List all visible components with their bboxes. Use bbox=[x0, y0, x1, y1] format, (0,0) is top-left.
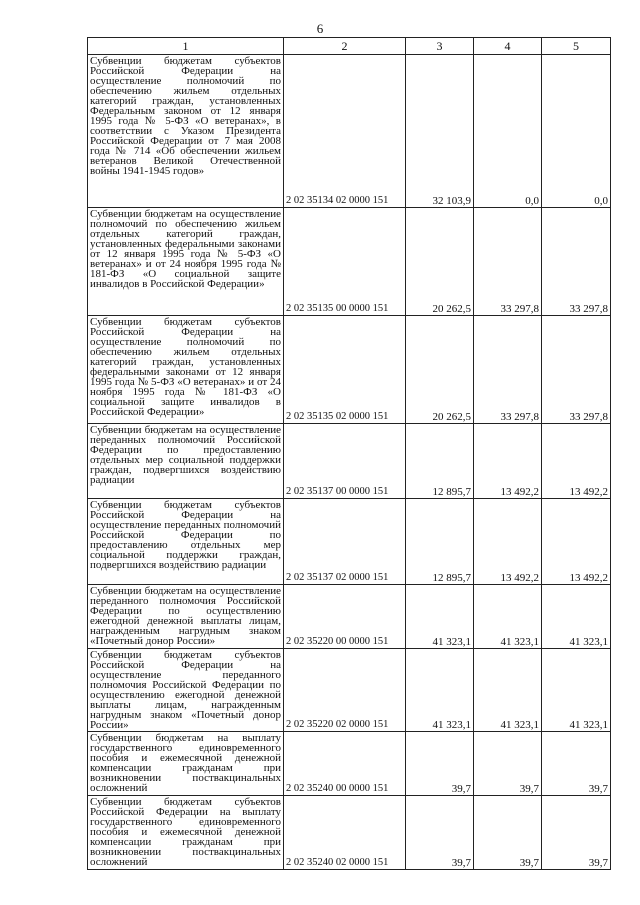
row-budget-code: 2 02 35240 00 0000 151 bbox=[284, 732, 406, 796]
table-row bbox=[88, 55, 611, 208]
row-description: Субвенции бюджетам субъектов Российской Федерации на осуществление полномочий по обеспечению жильем отдельных категорий граждан, установленных Федеральным законом от 12 января 1995 года № 5-ФЗ «О ветеранах», в соответствии с Указом Президента Российской Федерации от 7 мая 2008 года № 714 «Об обеспечении жильем ветеранов Великой Отечественной войны 1941-1945 годов» bbox=[88, 55, 284, 208]
table-row bbox=[88, 424, 611, 499]
table-row bbox=[88, 732, 611, 796]
table-row bbox=[88, 796, 611, 870]
row-description: Субвенции бюджетам субъектов Российской Федерации на осуществление переданных полномочий Российской Федерации по предоставлению отдельных мер социальной поддержки граждан, подвергшихся воздействию радиации bbox=[88, 499, 284, 585]
row-value-col3: 12 895,7 bbox=[406, 424, 474, 499]
column-header-4: 4 bbox=[474, 38, 542, 55]
row-value-col3: 39,7 bbox=[406, 732, 474, 796]
row-value-col5: 13 492,2 bbox=[542, 424, 611, 499]
row-value-col4: 13 492,2 bbox=[474, 424, 542, 499]
row-description: Субвенции бюджетам субъектов Российской Федерации на осуществление полномочий по обеспечению жильем отдельных категорий граждан, установленных федеральными законами от 12 января 1995 года № 5-ФЗ «О ветеранах» и от 24 ноября 1995 года № 181-ФЗ «О социальной защите инвалидов в Российской Федерации» bbox=[88, 316, 284, 424]
row-description: Субвенции бюджетам субъектов Российской Федерации на осуществление переданного полномочия Российской Федерации по осуществлению ежегодной денежной выплаты лицам, награжденным нагрудным знаком «Почетный донор России» bbox=[88, 649, 284, 732]
column-header-2: 2 bbox=[284, 38, 406, 55]
row-value-col3: 20 262,5 bbox=[406, 208, 474, 316]
column-header-5: 5 bbox=[542, 38, 611, 55]
row-value-col4: 41 323,1 bbox=[474, 585, 542, 649]
row-budget-code: 2 02 35240 02 0000 151 bbox=[284, 796, 406, 870]
row-description: Субвенции бюджетам на осуществление переданных полномочий Российской Федерации по предоставлению отдельных мер социальной поддержки граждан, подвергшихся воздействию радиации bbox=[88, 424, 284, 499]
row-budget-code: 2 02 35134 02 0000 151 bbox=[284, 55, 406, 208]
row-value-col4: 13 492,2 bbox=[474, 499, 542, 585]
row-budget-code: 2 02 35135 02 0000 151 bbox=[284, 316, 406, 424]
row-value-col4: 39,7 bbox=[474, 796, 542, 870]
page-number: 6 bbox=[316, 21, 324, 36]
row-value-col5: 41 323,1 bbox=[542, 649, 611, 732]
table-row bbox=[88, 499, 611, 585]
row-value-col5: 0,0 bbox=[542, 55, 611, 208]
row-value-col4: 33 297,8 bbox=[474, 208, 542, 316]
row-value-col3: 32 103,9 bbox=[406, 55, 474, 208]
row-value-col5: 13 492,2 bbox=[542, 499, 611, 585]
row-value-col4: 39,7 bbox=[474, 732, 542, 796]
row-description: Субвенции бюджетам на выплату государственного единовременного пособия и ежемесячной денежной компенсации гражданам при возникновении поствакцинальных осложнений bbox=[88, 732, 284, 796]
row-budget-code: 2 02 35220 00 0000 151 bbox=[284, 585, 406, 649]
row-value-col3: 39,7 bbox=[406, 796, 474, 870]
table-row bbox=[88, 316, 611, 424]
column-header-1: 1 bbox=[88, 38, 284, 55]
row-budget-code: 2 02 35220 02 0000 151 bbox=[284, 649, 406, 732]
row-value-col5: 41 323,1 bbox=[542, 585, 611, 649]
row-budget-code: 2 02 35135 00 0000 151 bbox=[284, 208, 406, 316]
row-description: Субвенции бюджетам на осуществление переданного полномочия Российской Федерации по осуществлению ежегодной денежной выплаты лицам, награжденным нагрудным знаком «Почетный донор России» bbox=[88, 585, 284, 649]
table-row bbox=[88, 208, 611, 316]
row-budget-code: 2 02 35137 00 0000 151 bbox=[284, 424, 406, 499]
table-row bbox=[88, 649, 611, 732]
column-header-3: 3 bbox=[406, 38, 474, 55]
row-description: Субвенции бюджетам субъектов Российской Федерации на выплату государственного единовременного пособия и ежемесячной денежной компенсации гражданам при возникновении поствакцинальных осложнений bbox=[88, 796, 284, 870]
table-header-row bbox=[88, 38, 611, 55]
budget-table bbox=[87, 37, 611, 870]
row-budget-code: 2 02 35137 02 0000 151 bbox=[284, 499, 406, 585]
row-value-col5: 33 297,8 bbox=[542, 316, 611, 424]
row-value-col3: 41 323,1 bbox=[406, 649, 474, 732]
row-value-col5: 39,7 bbox=[542, 796, 611, 870]
row-value-col3: 41 323,1 bbox=[406, 585, 474, 649]
row-value-col5: 33 297,8 bbox=[542, 208, 611, 316]
row-value-col3: 20 262,5 bbox=[406, 316, 474, 424]
row-value-col3: 12 895,7 bbox=[406, 499, 474, 585]
row-value-col4: 41 323,1 bbox=[474, 649, 542, 732]
row-value-col4: 33 297,8 bbox=[474, 316, 542, 424]
table-row bbox=[88, 585, 611, 649]
row-value-col5: 39,7 bbox=[542, 732, 611, 796]
row-description: Субвенции бюджетам на осуществление полномочий по обеспечению жильем отдельных категорий граждан, установленных федеральными законами от 12 января 1995 года № 5-ФЗ «О ветеранах» и от 24 ноября 1995 года № 181-ФЗ «О социальной защите инвалидов в Российской Федерации» bbox=[88, 208, 284, 316]
row-value-col4: 0,0 bbox=[474, 55, 542, 208]
